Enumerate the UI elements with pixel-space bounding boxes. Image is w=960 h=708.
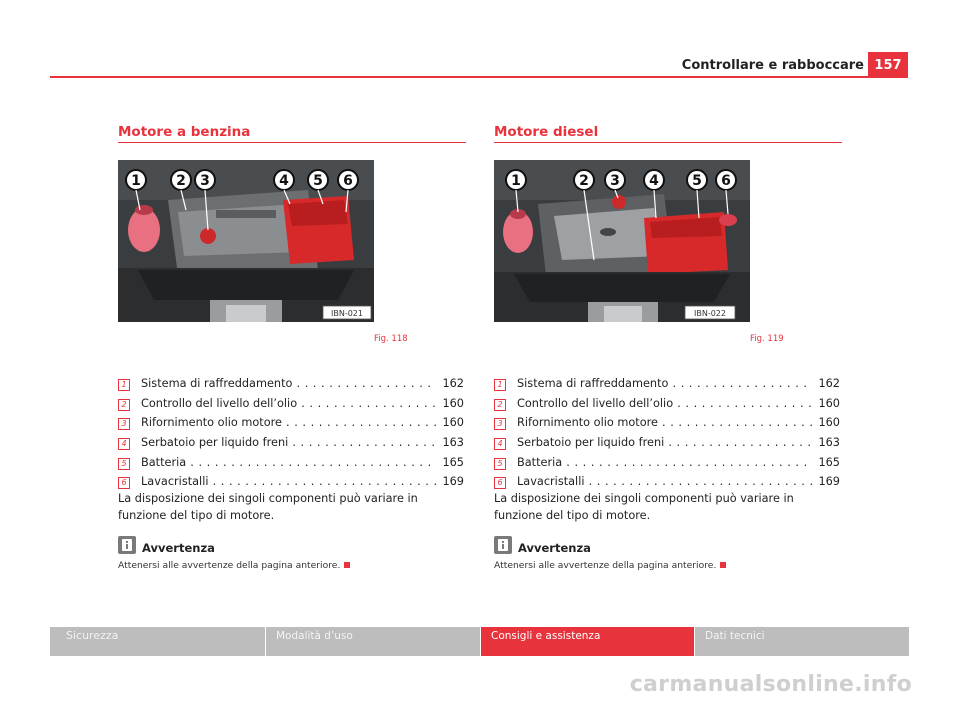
component-list	[118, 374, 466, 492]
item-page: 169	[442, 475, 464, 489]
callout-2: 2	[579, 173, 589, 189]
item-number: 1	[494, 379, 506, 391]
item-page: 160	[442, 416, 464, 430]
list-item	[118, 453, 466, 473]
layout-note: La disposizione dei singoli componenti può variare in funzione del tipo di motore.	[118, 492, 418, 522]
item-label: Serbatoio per liquido freni . . .	[141, 433, 436, 453]
figure-code: IBN-022	[694, 309, 726, 318]
section-rule	[118, 142, 466, 143]
list-item	[494, 433, 842, 453]
tab-dati-tecnici[interactable]: Dati tecnici	[694, 627, 909, 656]
item-label: Lavacristalli . . .	[141, 472, 436, 492]
figure-code: IBN-021	[331, 309, 363, 318]
callout-5: 5	[313, 173, 323, 189]
engine-photo-petrol	[118, 160, 374, 322]
item-page: 165	[442, 455, 464, 469]
item-number: 4	[118, 438, 130, 450]
callout-6: 6	[721, 173, 731, 189]
callout-1: 1	[131, 173, 141, 189]
list-item	[118, 433, 466, 453]
engine-photo-diesel	[494, 160, 750, 322]
info-note-icon	[118, 536, 136, 554]
chapter-tabs	[50, 627, 909, 656]
list-item	[494, 374, 842, 394]
list-item	[494, 453, 842, 473]
component-list	[494, 374, 842, 492]
section-rule	[494, 142, 842, 143]
item-label: Rifornimento olio motore . . .	[141, 413, 436, 433]
page-number: 157	[868, 52, 908, 78]
item-page: 163	[442, 436, 464, 450]
warning-heading	[494, 532, 591, 554]
item-number: 6	[494, 477, 506, 489]
item-number: 1	[118, 379, 130, 391]
item-number: 2	[494, 399, 506, 411]
list-item	[118, 413, 466, 433]
callout-2: 2	[176, 173, 186, 189]
end-mark-icon	[344, 562, 350, 568]
figure-caption: Fig. 119	[750, 334, 784, 344]
item-page: 165	[818, 455, 840, 469]
callout-1: 1	[511, 173, 521, 189]
item-number: 5	[494, 458, 506, 470]
callout-6: 6	[343, 173, 353, 189]
section-petrol-engine	[118, 124, 466, 571]
item-number: 3	[118, 418, 130, 430]
header-rule	[50, 76, 908, 78]
item-label: Batteria . . .	[517, 453, 812, 473]
item-label: Rifornimento olio motore . . .	[517, 413, 812, 433]
watermark: carmanualsonline.info	[629, 672, 912, 697]
item-label: Controllo del livello dell’olio . . .	[517, 394, 812, 414]
callout-4: 4	[649, 173, 659, 189]
list-item	[118, 374, 466, 394]
callout-3: 3	[200, 173, 210, 189]
figure-caption: Fig. 118	[374, 334, 408, 344]
warning-label: Avvertenza	[142, 541, 215, 555]
section-title: Motore diesel	[494, 124, 599, 140]
item-number: 2	[118, 399, 130, 411]
section-title: Motore a benzina	[118, 124, 251, 140]
warning-heading	[118, 532, 215, 554]
list-item	[494, 394, 842, 414]
callout-5: 5	[692, 173, 702, 189]
item-label: Batteria . . .	[141, 453, 436, 473]
item-number: 3	[494, 418, 506, 430]
callout-4: 4	[279, 173, 289, 189]
item-number: 5	[118, 458, 130, 470]
list-item	[494, 413, 842, 433]
warning-text: Attenersi alle avvertenze della pagina anteriore.	[118, 560, 350, 571]
tab-sicurezza[interactable]: Sicurezza	[50, 627, 265, 656]
item-page: 162	[442, 377, 464, 390]
list-item	[118, 394, 466, 414]
warning-text: Attenersi alle avvertenze della pagina anteriore.	[494, 560, 726, 571]
warning-label: Avvertenza	[518, 541, 591, 555]
item-label: Sistema di raffreddamento . . .	[517, 374, 812, 394]
item-number: 6	[118, 477, 130, 489]
item-page: 163	[818, 436, 840, 450]
end-mark-icon	[720, 562, 726, 568]
tab-modalita-uso[interactable]: Modalità d’uso	[265, 627, 480, 656]
item-label: Sistema di raffreddamento . . .	[141, 374, 436, 394]
item-page: 169	[818, 475, 840, 489]
item-label: Lavacristalli . . .	[517, 472, 812, 492]
item-page: 160	[818, 396, 840, 410]
info-note-icon	[494, 536, 512, 554]
section-diesel-engine	[494, 124, 842, 571]
item-number: 4	[494, 438, 506, 450]
item-page: 162	[818, 377, 840, 390]
item-label: Serbatoio per liquido freni . . .	[517, 433, 812, 453]
tab-consigli-assistenza[interactable]: Consigli e assistenza	[480, 627, 694, 656]
callout-3: 3	[610, 173, 620, 189]
item-label: Controllo del livello dell’olio . . .	[141, 394, 436, 414]
item-page: 160	[442, 396, 464, 410]
item-page: 160	[818, 416, 840, 430]
running-header-title: Controllare e rabboccare	[681, 58, 864, 73]
layout-note: La disposizione dei singoli componenti può variare in funzione del tipo di motore.	[494, 492, 794, 522]
